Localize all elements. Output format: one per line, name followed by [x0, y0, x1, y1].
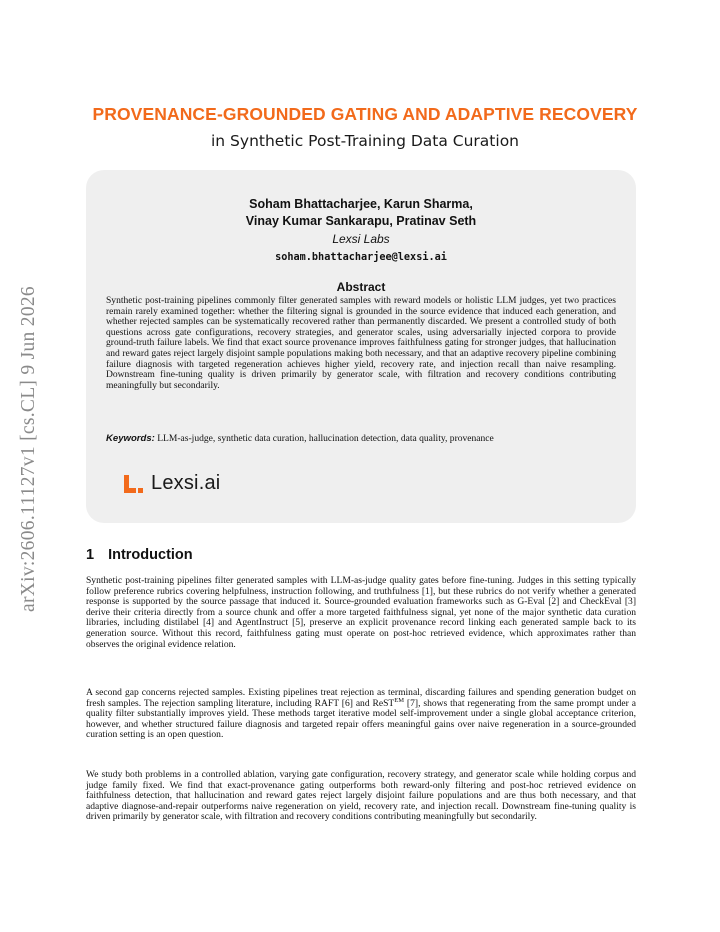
author-email[interactable]: soham.bhattacharjee@lexsi.ai — [275, 252, 447, 263]
author-names-line-1: Soham Bhattacharjee, Karun Sharma, — [249, 197, 473, 211]
rest-em-superscript: EM — [394, 696, 405, 704]
keywords — [106, 433, 616, 444]
intro-paragraph-2-part-b: [7], shows that regenerating from the same prompt under a quality filter substantially improves yield. These methods target iterative model self-improvement under a single global acceptance criterion, however, and whether structured failure diagnosis and targeted repair offers meaningful gains over naive regeneration in a source-grounded curation setting is an open question. — [86, 697, 636, 741]
section-title-text: Introduction — [108, 547, 193, 563]
arxiv-identifier-text: arXiv:2606.11127v1 [cs.CL] 9 Jun 2026 — [18, 286, 39, 612]
affiliation: Lexsi Labs — [332, 232, 390, 246]
intro-paragraph-3: We study both problems in a controlled ablation, varying gate configuration, recovery strategy, and generator scale while holding corpus and judge family fixed. We find that exact-provenance gating outperforms both reward-only filtering and post-hoc retrieved evidence on faithfulness detection, that hallucination and reward gates reject largely disjoint failure populations and are thus both necessary, and that adaptive diagnose-and-repair outperforms naive regeneration on yield, recovery rate, and injection recall. Downstream fine-tuning quality is driven primarily by generator scale, with filtration and recovery conditions contributing meaningfully but secondarily. — [86, 769, 636, 823]
arxiv-identifier — [18, 123, 40, 612]
intro-paragraph-2-part-a: A second gap concerns rejected samples. Existing pipelines treat rejection as terminal, discarding failures and spending generation budget on fresh samples. The rejection sampling literature, including RAFT [6] and ReST — [86, 687, 636, 709]
intro-paragraph-2 — [86, 688, 636, 741]
abstract-heading: Abstract — [336, 280, 386, 294]
lexsi-logo-text: Lexsi.ai — [151, 472, 221, 494]
title-block — [60, 104, 670, 150]
paper-title: PROVENANCE-GROUNDED GATING AND ADAPTIVE RECOVERY — [92, 104, 638, 124]
author-names-line-2: Vinay Kumar Sankarapu, Pratinav Seth — [245, 214, 477, 228]
intro-paragraph-1: Synthetic post-training pipelines filter generated samples with LLM-as-judge quality gates before fine-tuning. Judges in this setting typically follow preference rubrics covering helpfulness, instruction following, and truthfulness [1], but these rubrics do not verify whether a generated response is supported by the source passage that induced it. Source-grounded evaluation frameworks such as G-Eval [2] and CheckEval [3] derive their criteria directly from a source chunk and offer a more targeted faithfulness signal, yet none of the major synthetic data curation libraries, including distilabel [4] and AgentInstruct [5], preserve an explicit provenance record linking each generated sample back to its generation source. Without this record, faithfulness gating must operate on post-hoc retrieved evidence, which approximates rather than observes the original evidence relation. — [86, 575, 636, 650]
keywords-list: LLM-as-judge, synthetic data curation, hallucination detection, data quality, provenance — [157, 433, 494, 444]
keywords-label: Keywords: — [106, 433, 155, 444]
author-block — [86, 196, 636, 263]
section-heading — [86, 547, 193, 563]
lexsi-logo — [121, 472, 220, 495]
section-number: 1 — [86, 547, 95, 563]
lexsi-logo-icon — [121, 473, 145, 495]
paper-subtitle: in Synthetic Post-Training Data Curation — [211, 132, 519, 150]
abstract-text: Synthetic post-training pipelines commonly filter generated samples with reward models or holistic LLM judges, yet two practices remain rarely examined together: whether the filtering signal is grounded in the source evidence that induced each generation, and whether rejected samples can be systematically recovered rather than permanently discarded. We present a controlled study of both questions across gate configurations, recovery strategies, and generator scales, using adversarially injected corpora to provide ground-truth failure labels. We find that exact source provenance improves faithfulness gating for stronger judges, that hallucination and reward gates reject largely disjoint sample populations making both necessary, and that an adaptive recovery pipeline combining failure diagnosis with targeted regeneration achieves higher yield, recovery rate, and injection recall than naive resampling. Downstream fine-tuning quality is driven primarily by generator scale, with filtration and recovery conditions contributing meaningfully but secondarily. — [106, 295, 616, 391]
